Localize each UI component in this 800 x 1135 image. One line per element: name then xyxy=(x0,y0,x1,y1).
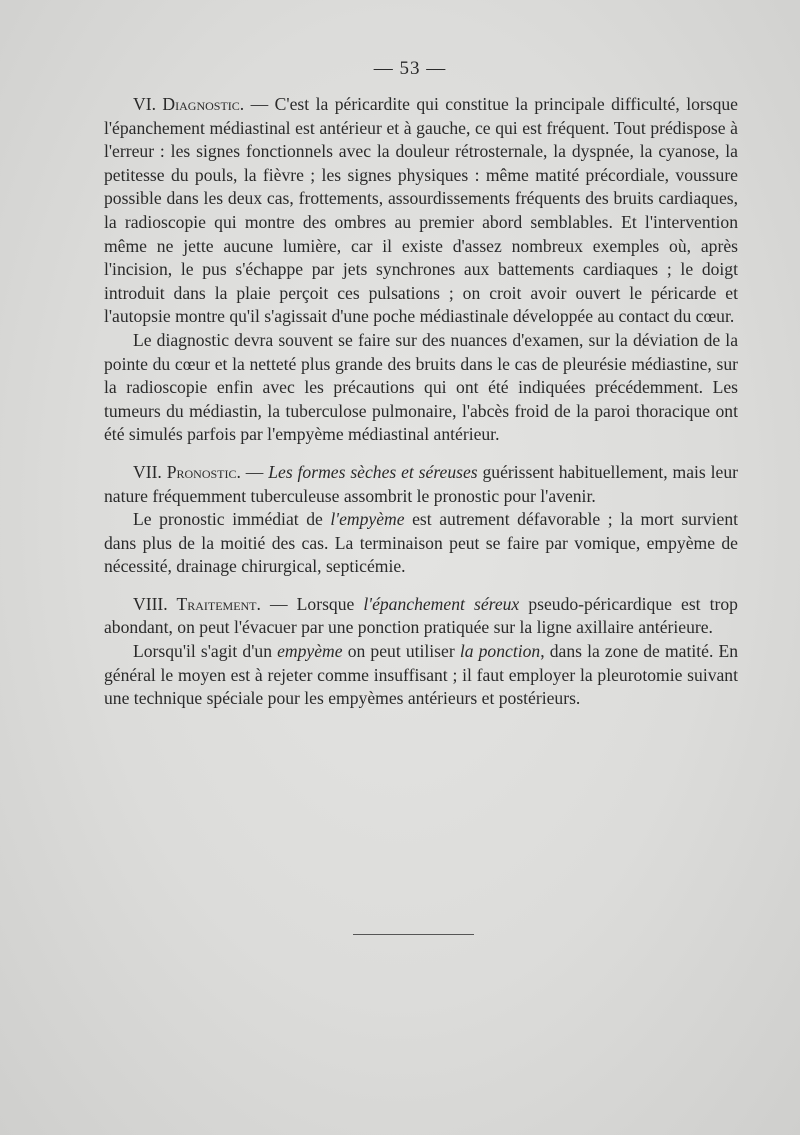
paragraph-diagnostic-2 xyxy=(104,329,738,447)
paragraph-pronostic-1 xyxy=(104,461,738,508)
italic-segment: l'épanchement séreux xyxy=(363,593,520,614)
paragraph-diagnostic-1 xyxy=(104,93,738,329)
text-segment: guérissent habituellement, mais leur nature fréquemment tuberculeuse assombrit le pronostic pour l'avenir. xyxy=(104,461,738,506)
italic-segment: l'empyème xyxy=(330,509,405,530)
italic-segment: Les formes sèches et séreuses xyxy=(268,461,478,482)
closing-rule xyxy=(353,934,474,935)
text-segment: est autrement défavorable ; la mort survient dans plus de la moitié des cas. La terminaison peut se faire par vomique, empyème de nécessité, drainage chirurgical, septicémie. xyxy=(104,509,739,577)
heading-pronostic: VII. Pronostic. xyxy=(133,461,241,482)
body-text xyxy=(104,93,738,711)
text-segment: — Lorsque xyxy=(260,593,364,614)
italic-segment: la ponction xyxy=(459,641,541,662)
text-segment: Le pronostic immédiat de xyxy=(133,509,331,530)
heading-diagnostic: VI. Diagnostic. xyxy=(133,94,245,114)
text-segment: — C'est la péricardite qui constitue la principale difficulté, lorsque l'épanchement médiastinal est antérieur et à gauche, ce qui est fréquent. Tout prédispose à l'erreur : les signes fonctionnels avec la douleur rétrosternale, la dyspnée, la cyanose, la petitesse du pouls, la fièvre ; les signes physiques : même matité précordiale, voussure possible dans les deux cas, frottements, assourdissements fréquents des bruits cardiaques, la radioscopie qui montre des ombres au premier abord semblables. Et l'intervention même ne jette aucune lumière, car il existe d'assez nombreux exemples où, après l'incision, le pus s'échappe par jets synchrones aux battements cardiaques ; le doigt introduit dans la plaie perçoit ces pulsations ; on croit avoir ouvert le péricarde et l'autopsie montre qu'il s'agissait d'une poche médiastinale développée au contact du cœur. xyxy=(104,94,738,327)
text-segment: pseudo-péricardique est trop abondant, on peut l'évacuer par une ponction pratiquée sur la ligne axillaire antérieure. xyxy=(104,593,738,638)
heading-traitement: VIII. Traitement. xyxy=(133,593,261,614)
italic-segment: empyème xyxy=(277,641,343,662)
paragraph-pronostic-2 xyxy=(104,508,738,579)
text-segment: — xyxy=(240,461,269,482)
text-segment: Le diagnostic devra souvent se faire sur des nuances d'examen, sur la déviation de la pointe du cœur et la netteté plus grande des bruits dans le cas de pleurésie médiastine, sur la radioscopie enfin avec les précautions qui ont été indiquées précédemment. Les tumeurs du médiastin, la tuberculose pulmonaire, l'abcès froid de la paroi thoracique ont été simulés parfois par l'empyème médiastinal antérieur. xyxy=(104,329,738,445)
paragraph-traitement-2 xyxy=(104,640,738,711)
paragraph-traitement-1 xyxy=(104,593,738,640)
text-segment: Lorsqu'il s'agit d'un xyxy=(133,641,278,662)
text-segment: on peut utiliser xyxy=(342,641,460,662)
text-segment: , dans la zone de matité. En général le moyen est à rejeter comme insuffisant ; il faut employer la pleurotomie suivant une technique spéciale pour les empyèmes antérieurs et postérieurs. xyxy=(104,641,739,709)
page-number: — 53 — xyxy=(373,58,447,79)
